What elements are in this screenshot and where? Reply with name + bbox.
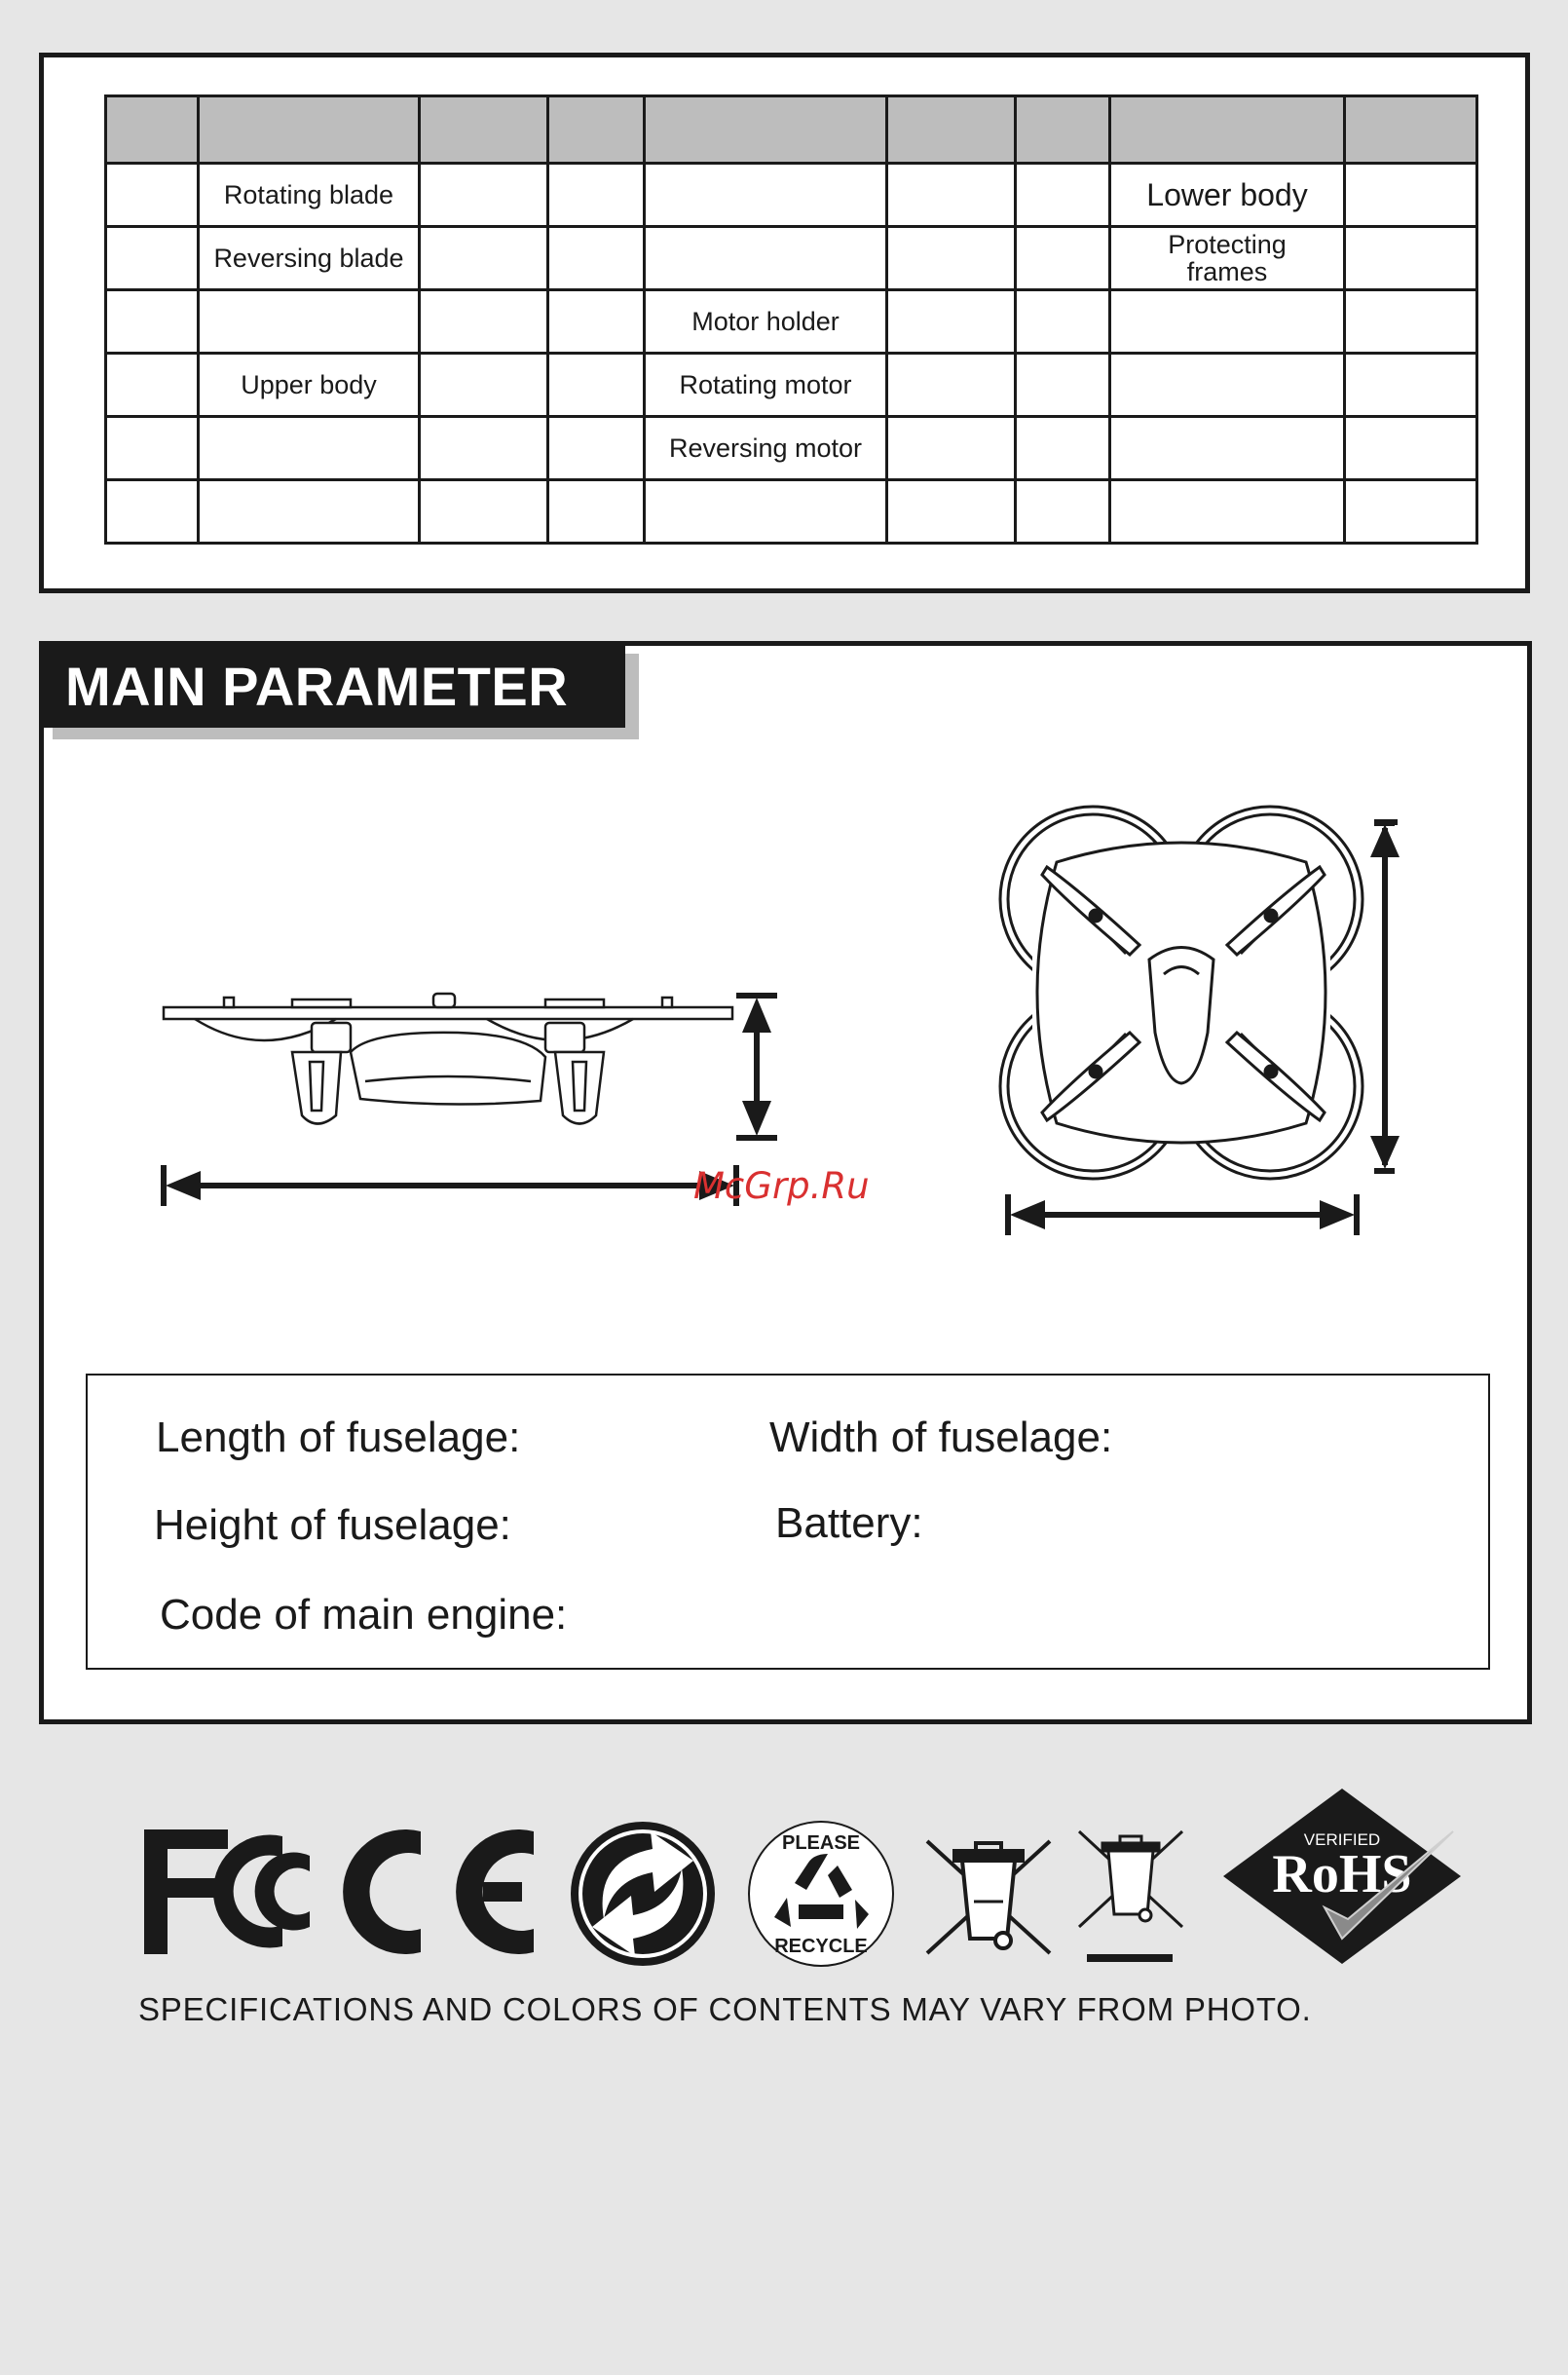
table-cell: Protecting frames (1110, 227, 1345, 290)
rohs-verified-text: VERIFIED (1303, 1830, 1381, 1849)
disclaimer-text: SPECIFICATIONS AND COLORS OF CONTENTS MAY VARY FROM PHOTO. (138, 1991, 1312, 2027)
battery-label: Battery: (775, 1499, 923, 1547)
recycle-bottom-text: RECYCLE (774, 1936, 868, 1957)
width-label: Width of fuselage: (769, 1414, 1113, 1461)
table-cell: Rotating motor (645, 354, 887, 417)
table-cell: Reversing motor (645, 417, 887, 480)
recycle-top-text: PLEASE (781, 1832, 861, 1854)
weee-bin-icon (927, 1841, 1050, 1953)
watermark: McGrp.Ru (693, 1165, 870, 1207)
table-cell: Motor holder (645, 290, 887, 354)
section-title: MAIN PARAMETER (44, 646, 625, 728)
table-cell: Rotating blade (199, 164, 420, 227)
weee-bin-underline-icon (1079, 1831, 1182, 1962)
rohs-text: RoHS (1272, 1844, 1412, 1904)
green-dot-logo (571, 1822, 715, 1966)
table-cell: Lower body (1110, 164, 1345, 227)
height-label: Height of fuselage: (154, 1501, 511, 1549)
recycle-logo (749, 1822, 893, 1966)
fcc-logo (144, 1829, 310, 1954)
engine-label: Code of main engine: (160, 1591, 568, 1639)
table-cell: Reversing blade (199, 227, 420, 290)
rohs-logo (1223, 1789, 1461, 1964)
ce-mark-logo (343, 1829, 534, 1954)
length-label: Length of fuselage: (156, 1414, 521, 1461)
table-cell: Upper body (199, 354, 420, 417)
